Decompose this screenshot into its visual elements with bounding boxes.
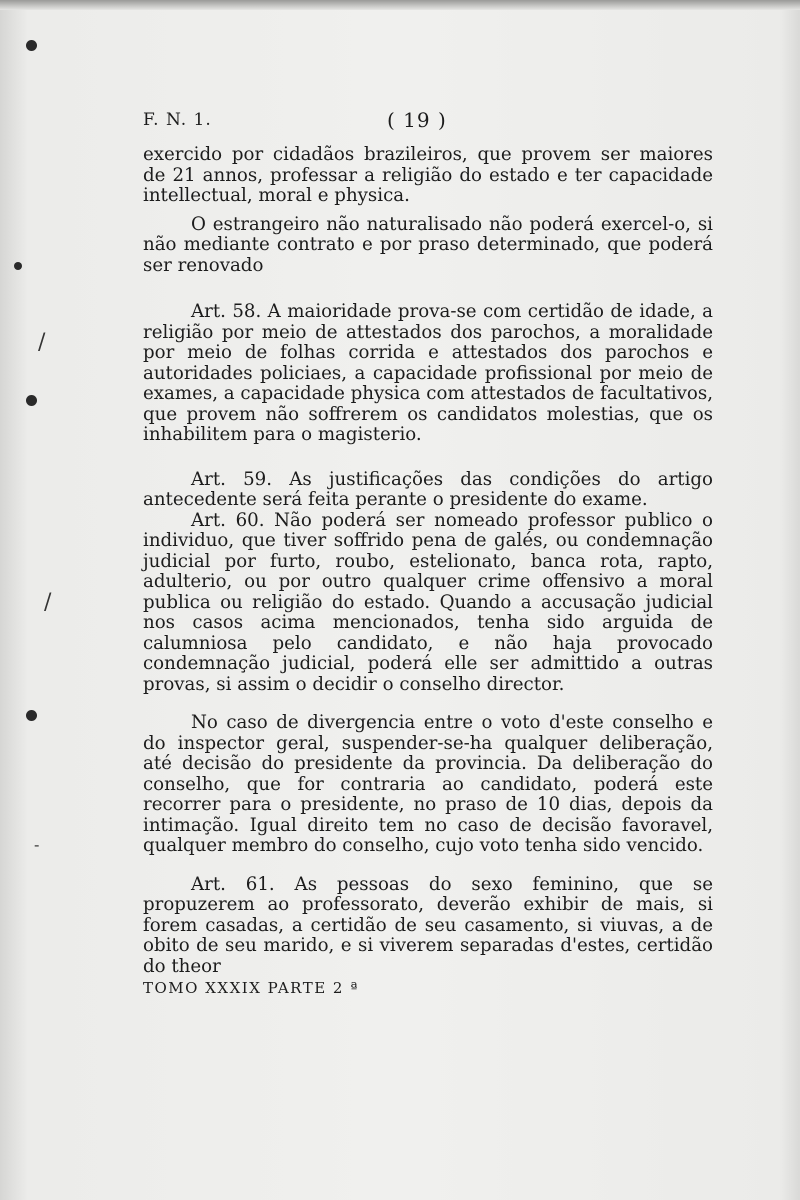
binding-hole (26, 40, 37, 51)
section-label: F. N. 1. (143, 110, 212, 130)
margin-mark: / (38, 330, 46, 355)
article-58: Art. 58. A maioridade prova-se com certidão de idade, a religião por meio de attestados dos parochos, a moralidade por meio de folhas corrida e attestados dos parochos e autoridades policiaes, a capacidade profissional por meio de exames, a capacidade physica com attestados de facultativos, que provem não soffrerem os candidatos molestias, que os inhabilitem para o magisterio. (143, 301, 713, 445)
article-61: Art. 61. As pessoas do sexo feminino, que se propuzerem ao professorato, deverão exhibir de mais, si forem casadas, a certidão de seu casamento, si viuvas, a de obito de seu marido, e si viverem separadas d'estes, certidão do theor (143, 873, 713, 977)
article-59: Art. 59. As justificações das condições do artigo antecedente será feita perante o presidente do exame. (143, 468, 713, 510)
document-page (143, 105, 713, 997)
article-60: Art. 60. Não poderá ser nomeado professor publico o individuo, que tiver soffrido pena de galés, ou condemnação judicial por furto, roubo, estelionato, banca rota, rapto, adulterio, ou por outro qualquer crime offensivo a moral publica ou religião do estado. Quando a accusação judicial nos casos acima mencionados, tenha sido arguida de calumniosa pelo candidato, e não haja provocado condemnação judicial, poderá elle ser admittido a outras provas, si assim o decidir o conselho director. (143, 509, 713, 695)
page-header (143, 105, 713, 145)
margin-mark: - (34, 835, 40, 854)
paragraph-foreigner: O estrangeiro não naturalisado não poderá exercel-o, si não mediante contrato e por praso determinado, que poderá ser renovado (143, 213, 713, 276)
binding-hole (26, 710, 37, 721)
page-top-edge (0, 0, 800, 10)
margin-mark: / (44, 590, 52, 615)
paragraph-continuation: exercido por cidadãos brazileiros, que provem ser maiores de 21 annos, professar a religião do estado e ter capacidade intellectual, moral e physica. (143, 144, 713, 206)
paragraph-divergence: No caso de divergencia entre o voto d'este conselho e do inspector geral, suspender-se-ha qualquer deliberação, até decisão do presidente da provincia. Da deliberação do conselho, que for contraria ao candidato, poderá este recorrer para o presidente, no praso de 10 dias, depois da intimação. Igual direito tem no caso de decisão favoravel, qualquer membro do conselho, cujo voto tenha sido vencido. (143, 712, 713, 856)
footer-volume: TOMO XXXIX PARTE 2 ª (143, 979, 359, 997)
binding-hole (26, 395, 37, 406)
page-number: ( 19 ) (387, 108, 447, 132)
binding-hole (14, 262, 22, 270)
